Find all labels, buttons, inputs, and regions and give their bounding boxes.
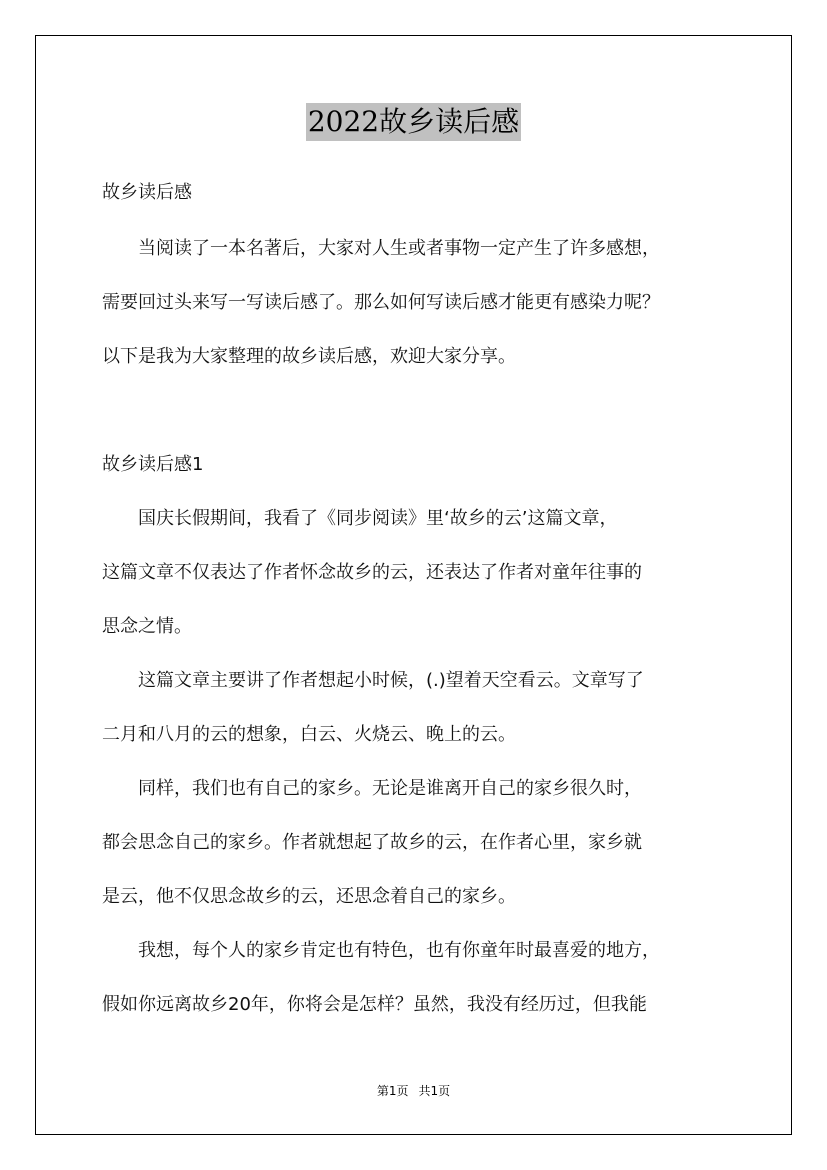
- document-title: 2022故乡读后感: [306, 103, 521, 141]
- body-line-12: 我想，每个人的家乡肯定也有特色，也有你童年时最喜爱的地方，: [102, 940, 660, 961]
- body-line-2: 需要回过头来写一写读后感了。那么如何写读后感才能更有感染力呢？: [102, 292, 660, 313]
- body-line-1: 当阅读了一本名著后，大家对人生或者事物一定产生了许多感想，: [102, 238, 660, 259]
- page-total: 共1页: [418, 1084, 451, 1098]
- page-footer: [0, 1083, 827, 1099]
- body-line-5: 这篇文章不仅表达了作者怀念故乡的云，还表达了作者对童年往事的: [102, 562, 642, 583]
- title-container: [0, 103, 827, 141]
- body-line-13: 假如你远离故乡20年，你将会是怎样？虽然，我没有经历过，但我能: [102, 994, 647, 1015]
- body-line-4: 国庆长假期间，我看了《同步阅读》里‘故乡的云’这篇文章，: [102, 508, 618, 529]
- body-line-7: 这篇文章主要讲了作者想起小时候，(.)望着天空看云。文章写了: [102, 670, 644, 691]
- body-line-8: 二月和八月的云的想象，白云、火烧云、晚上的云。: [102, 724, 516, 745]
- body-line-10: 都会思念自己的家乡。作者就想起了故乡的云，在作者心里，家乡就: [102, 832, 642, 853]
- body-line-11: 是云，他不仅思念故乡的云，还思念着自己的家乡。: [102, 886, 516, 907]
- body-line-3: 以下是我为大家整理的故乡读后感，欢迎大家分享。: [102, 346, 516, 367]
- page-number: 第1页: [376, 1084, 409, 1098]
- section-heading-1: 故乡读后感1: [102, 454, 204, 475]
- body-line-6: 思念之情。: [102, 616, 192, 637]
- body-line-9: 同样，我们也有自己的家乡。无论是谁离开自己的家乡很久时，: [102, 778, 642, 799]
- section-heading-intro: 故乡读后感: [102, 182, 192, 203]
